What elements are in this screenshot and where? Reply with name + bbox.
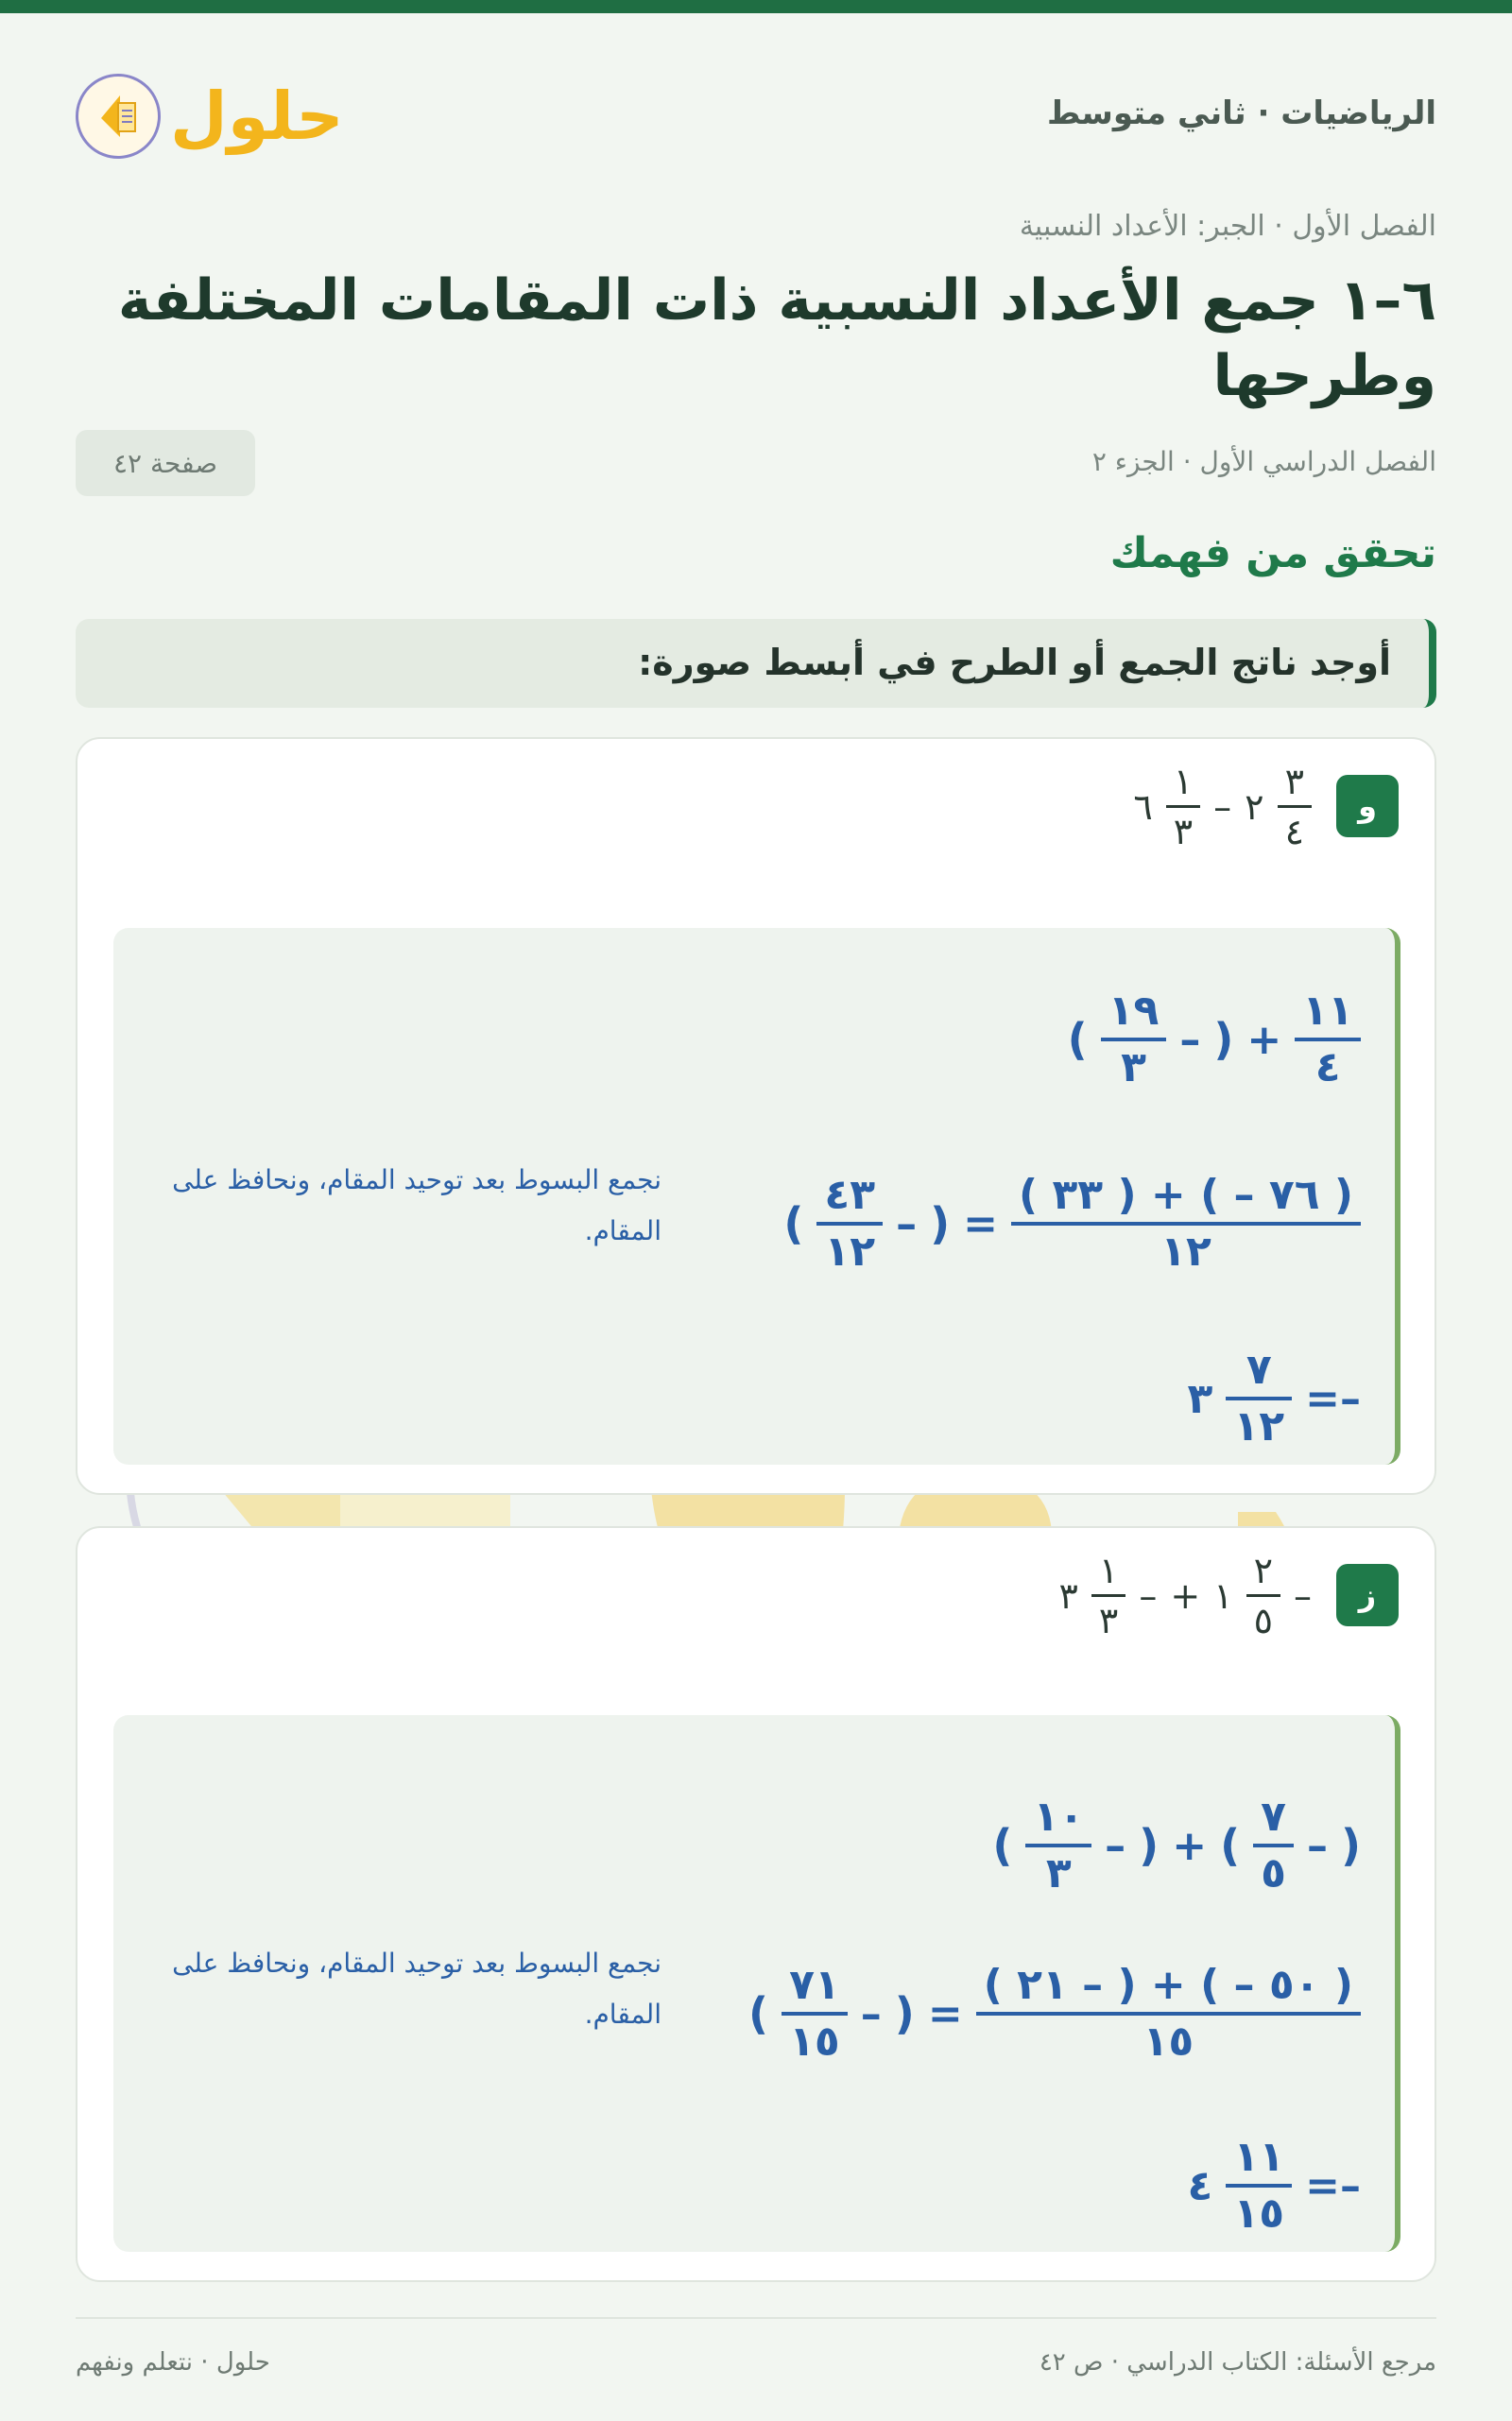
brand-logo[interactable] <box>76 74 344 159</box>
fraction: $\frac{٢}{٥}$ <box>1246 1547 1280 1644</box>
fraction: $\frac{١}{٣}$ <box>1166 758 1200 855</box>
step-3: ٤ $\frac{١١}{١٥}$ =– <box>1187 2133 1361 2238</box>
step-1: ( $\frac{١٠}{٣}$ – ) + ( $\frac{٧}{٥}$ – ) <box>992 1793 1361 1897</box>
operator: – <box>1213 785 1232 828</box>
top-accent-bar <box>0 0 1512 13</box>
sign: – <box>1294 1574 1312 1617</box>
step-1: ( $\frac{١٩}{٣}$ – ) + $\frac{١١}{٤}$ <box>1068 985 1361 1094</box>
whole-number: ٦ <box>1133 785 1153 828</box>
solution-note: نجمع البسوط بعد توحيد المقام، ونحافظ على المقام. <box>172 1948 662 2030</box>
solution-box <box>113 1715 1400 2252</box>
whole-number: ٢ <box>1245 785 1264 828</box>
book-icon <box>76 74 161 159</box>
page-title: ٦–١ جمع الأعداد النسبية ذات المقامات المختلفة وطرحها <box>117 267 1436 409</box>
page-badge: صفحة ٤٢ <box>76 430 255 496</box>
fraction: $\frac{١}{٣}$ <box>1091 1547 1125 1644</box>
brand-wordmark: حلول <box>170 77 344 155</box>
header <box>76 57 1436 180</box>
solution-box <box>113 928 1400 1465</box>
whole-number: ٣ <box>1058 1574 1078 1617</box>
footer-divider <box>76 2317 1436 2319</box>
step-3: ٣ $\frac{٧}{١٢}$ =– <box>1187 1346 1361 1451</box>
section-heading: تحقق من فهمك <box>1109 529 1436 577</box>
instruction-text: أوجد ناتج الجمع أو الطرح في أبسط صورة: <box>638 642 1391 683</box>
step-2: ( $\frac{٧١}{١٥}$ – ) = $\frac{( ٢١ - ) + ( - ٥٠ )}{١٥}$ <box>748 1959 1361 2069</box>
footer-source: مرجع الأسئلة: الكتاب الدراسي · ص ٤٢ <box>1039 2348 1436 2377</box>
problem-expression <box>1058 1547 1312 1644</box>
whole-number: ١ <box>1213 1574 1233 1617</box>
problem-expression <box>1133 758 1312 855</box>
problem-label: ز <box>1336 1564 1399 1626</box>
operator: + <box>1170 1574 1201 1617</box>
term-label: الفصل الدراسي الأول · الجزء ٢ <box>1091 446 1436 477</box>
problem-card <box>76 1526 1436 2282</box>
problem-label: و <box>1336 775 1399 837</box>
fraction: $\frac{٣}{٤}$ <box>1278 758 1312 855</box>
footer-tagline: حلول · نتعلم ونفهم <box>76 2348 270 2377</box>
sign: – <box>1139 1574 1158 1617</box>
problem-card <box>76 737 1436 1495</box>
instruction-box <box>76 619 1436 708</box>
breadcrumb[interactable]: الفصل الأول · الجبر: الأعداد النسبية <box>1019 210 1436 243</box>
step-2: ( $\frac{٤٣}{١٢}$ – ) = $\frac{( ٣٣ ) + ( - ٧٦ )}{١٢}$ <box>783 1169 1361 1279</box>
solution-note: نجمع البسوط بعد توحيد المقام، ونحافظ على المقام. <box>172 1164 662 1246</box>
subject-label: الرياضيات · ثاني متوسط <box>1047 94 1436 132</box>
